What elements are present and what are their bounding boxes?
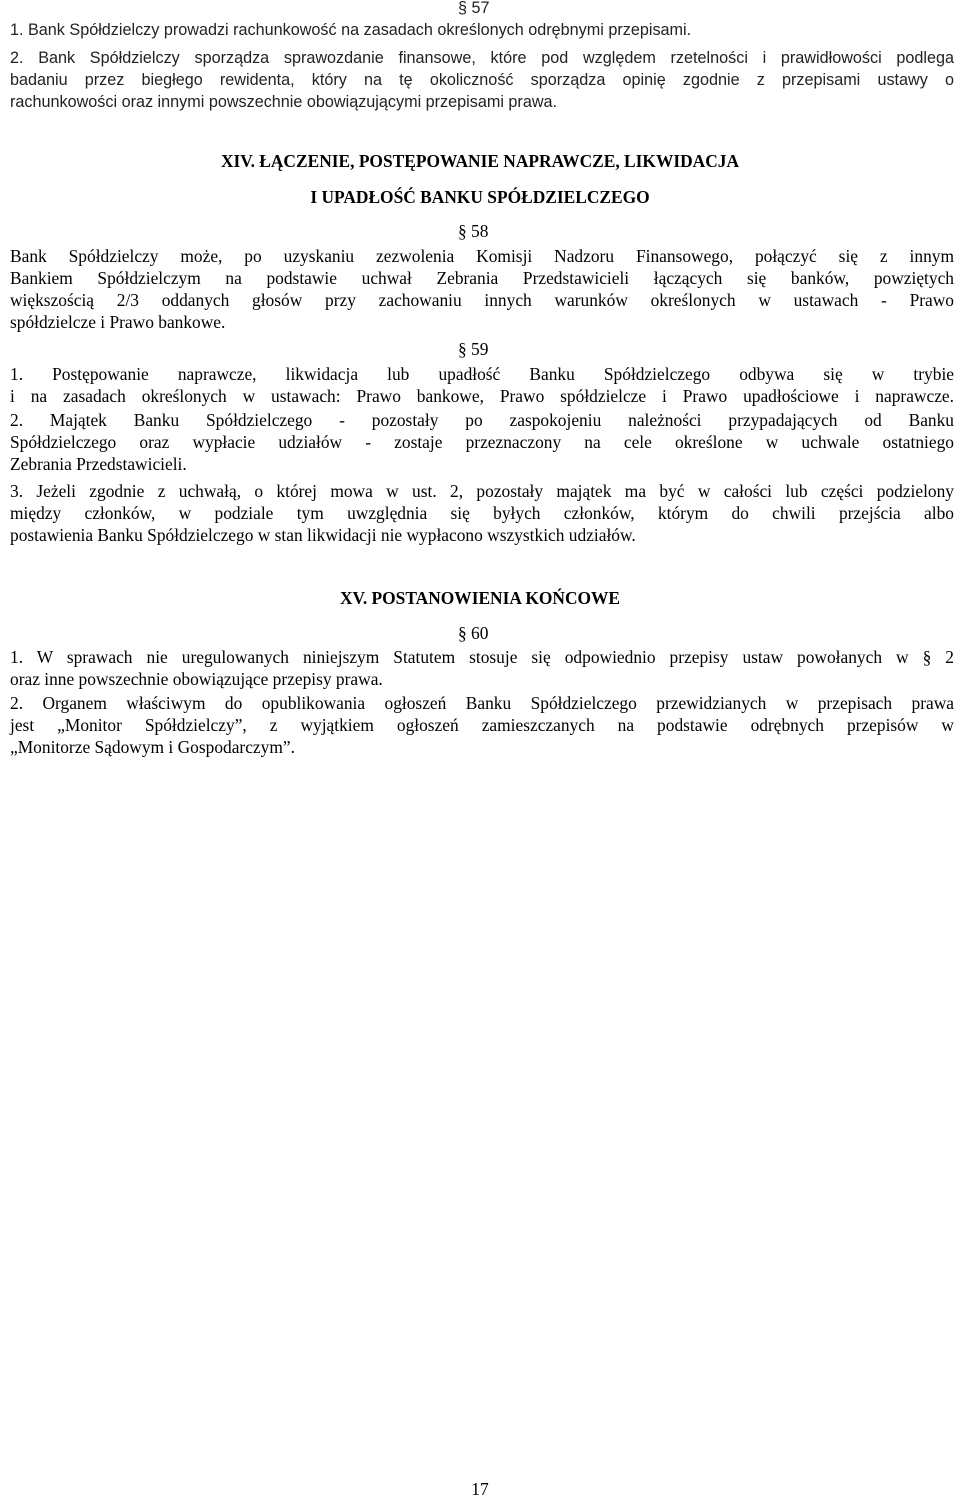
art59-p2-line-1: 2. Majątek Banku Spółdzielczego - pozostały po zaspokojeniu należności przypadających od Banku	[10, 410, 954, 430]
art60-p2-line-3: „Monitorze Sądowym i Gospodarczym”.	[10, 737, 295, 757]
art60-p1-line-2: oraz inne powszechnie obowiązujące przepisy prawa.	[10, 669, 383, 689]
art59-p3-line-2: między członków, w podziale tym uwzględnia się byłych członków, którym do chwili przejścia albo	[10, 503, 954, 523]
art59-paragraph-3	[10, 480, 954, 546]
art59-p2-line-3: Zebrania Przedstawicieli.	[10, 454, 187, 474]
art57-p2-line-3: rachunkowości oraz innymi powszechnie obowiązującymi przepisami prawa.	[10, 93, 558, 111]
art60-p2-line-1: 2. Organem właściwym do opublikowania ogłoszeń Banku Spółdzielczego przewidzianych w przepisach prawa	[10, 693, 954, 713]
art57-paragraph-2	[10, 47, 954, 113]
art60-paragraph-2	[10, 692, 954, 758]
chapter-14-title-line-1: XIV. ŁĄCZENIE, POSTĘPOWANIE NAPRAWCZE, LIKWIDACJA	[220, 151, 740, 171]
art58-line-4: spółdzielcze i Prawo bankowe.	[10, 312, 226, 332]
art58-line-3: większością 2/3 oddanych głosów przy zachowaniu innych warunków określonych w ustawach - Prawo	[10, 290, 954, 310]
art60-p2-line-2: jest „Monitor Spółdzielczy”, z wyjątkiem ogłoszeń zamieszczanych na podstawie odrębnych przepisów w	[10, 715, 954, 735]
art59-p3-line-3: postawienia Banku Spółdzielczego w stan likwidacji nie wypłacono wszystkich udziałów.	[10, 525, 636, 545]
art57-p1-line: 1. Bank Spółdzielczy prowadzi rachunkowość na zasadach określonych odrębnymi przepisami.	[10, 21, 692, 39]
art60-paragraph-1	[10, 646, 954, 690]
art58-line-2: Bankiem Spółdzielczym na podstawie uchwał Zebrania Przedstawicieli łączących się banków, powziętych	[10, 268, 954, 288]
art57-p2-line-2: badaniu przez biegłego rewidenta, który na tę okoliczność sporządza opinię zgodnie z przepisami ustawy o	[10, 71, 954, 89]
art59-p3-line-1: 3. Jeżeli zgodnie z uchwałą, o której mowa w ust. 2, pozostały majątek ma być w całości lub części podzielony	[10, 481, 954, 501]
section-marker-59: § 59	[458, 339, 489, 359]
art60-p1-line-1: 1. W sprawach nie uregulowanych niniejszym Statutem stosuje się odpowiednio przepisy ustaw powołanych w § 2	[10, 647, 954, 667]
chapter-15-title: XV. POSTANOWIENIA KOŃCOWE	[339, 588, 621, 608]
chapter-14-title-line-2: I UPADŁOŚĆ BANKU SPÓŁDZIELCZEGO	[310, 187, 650, 207]
art58-line-1: Bank Spółdzielczy może, po uzyskaniu zezwolenia Komisji Nadzoru Finansowego, połączyć się z innym	[10, 246, 954, 266]
art59-paragraph-1	[10, 363, 954, 407]
art58-paragraph	[10, 245, 954, 333]
page-number: 17	[471, 1479, 489, 1499]
art57-paragraph-1	[10, 19, 954, 41]
section-marker-57: § 57	[458, 0, 490, 17]
section-marker-58: § 58	[458, 221, 489, 241]
art59-paragraph-2	[10, 409, 954, 475]
art59-p1-line-1: 1. Postępowanie naprawcze, likwidacja lub upadłość Banku Spółdzielczego odbywa się w trybie	[10, 364, 954, 384]
section-marker-60: § 60	[458, 623, 489, 643]
art59-p2-line-2: Spółdzielczego oraz wypłacie udziałów - zostaje przeznaczony na cele określone w uchwale ostatniego	[10, 432, 954, 452]
art57-p2-line-1: 2. Bank Spółdzielczy sporządza sprawozdanie finansowe, które pod względem rzetelności i prawidłowości podlega	[10, 49, 954, 67]
art59-p1-line-2: i na zasadach określonych w ustawach: Prawo bankowe, Prawo spółdzielcze i Prawo upadłościowe i naprawcze.	[10, 386, 954, 406]
